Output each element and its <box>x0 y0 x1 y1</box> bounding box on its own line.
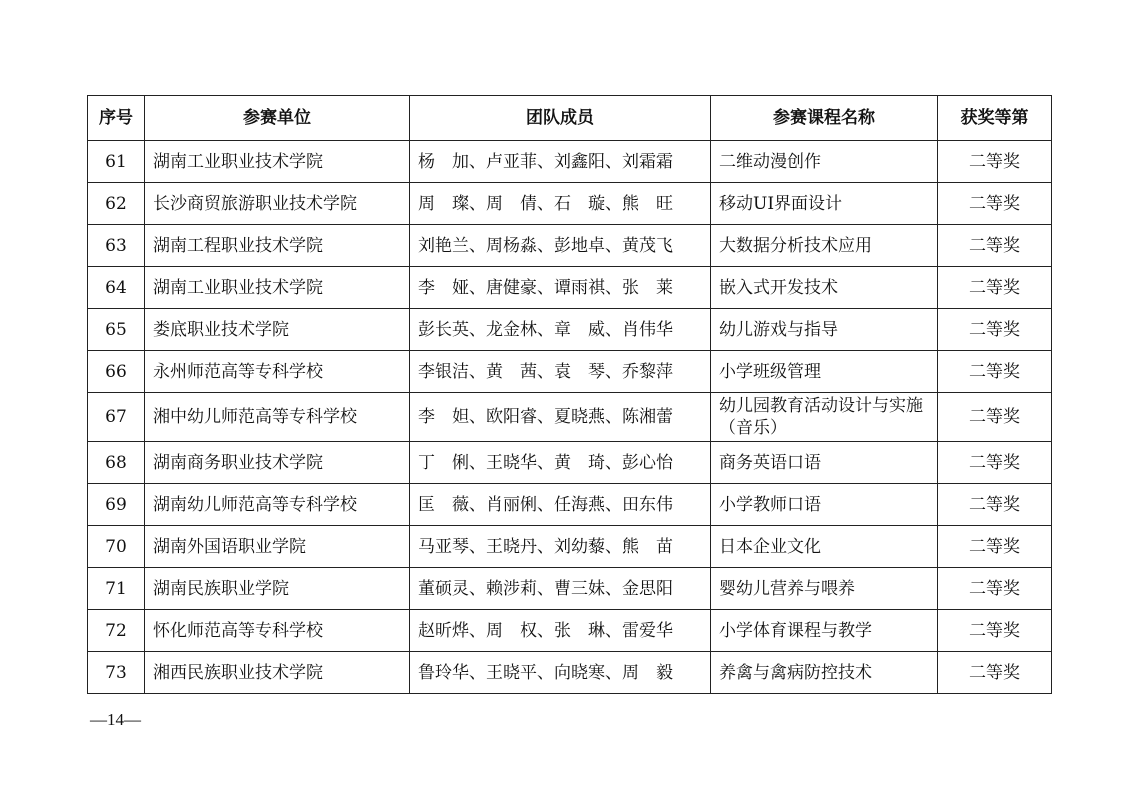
table-row <box>88 309 1052 351</box>
table-row <box>88 568 1052 610</box>
table-row <box>88 183 1052 225</box>
cell-award: 二等奖 <box>938 267 1052 309</box>
cell-course: 小学班级管理 <box>711 351 938 393</box>
cell-unit: 湖南外国语职业学院 <box>145 526 410 568</box>
cell-unit: 湖南民族职业学院 <box>145 568 410 610</box>
header-team: 团队成员 <box>410 96 711 141</box>
header-unit: 参赛单位 <box>145 96 410 141</box>
cell-team: 赵昕烨、周 权、张 琳、雷爱华 <box>410 610 711 652</box>
cell-course: 嵌入式开发技术 <box>711 267 938 309</box>
table-header-row <box>88 96 1052 141</box>
cell-no: 61 <box>88 141 145 183</box>
cell-no: 62 <box>88 183 145 225</box>
cell-unit: 长沙商贸旅游职业技术学院 <box>145 183 410 225</box>
cell-no: 66 <box>88 351 145 393</box>
cell-course: 婴幼儿营养与喂养 <box>711 568 938 610</box>
table-row <box>88 393 1052 442</box>
cell-award: 二等奖 <box>938 183 1052 225</box>
page-number: —14— <box>90 710 141 729</box>
table-row <box>88 351 1052 393</box>
cell-no: 67 <box>88 393 145 442</box>
cell-course: 日本企业文化 <box>711 526 938 568</box>
cell-team: 匡 薇、肖丽俐、任海燕、田东伟 <box>410 484 711 526</box>
header-no: 序号 <box>88 96 145 141</box>
table-row <box>88 652 1052 694</box>
cell-no: 71 <box>88 568 145 610</box>
cell-unit: 怀化师范高等专科学校 <box>145 610 410 652</box>
table-body <box>88 141 1052 694</box>
cell-unit: 湖南幼儿师范高等专科学校 <box>145 484 410 526</box>
cell-award: 二等奖 <box>938 351 1052 393</box>
cell-course: 养禽与禽病防控技术 <box>711 652 938 694</box>
cell-team: 李银洁、黄 茜、袁 琴、乔黎萍 <box>410 351 711 393</box>
cell-course: 商务英语口语 <box>711 442 938 484</box>
award-table <box>87 95 1052 694</box>
cell-no: 73 <box>88 652 145 694</box>
cell-course: 小学体育课程与教学 <box>711 610 938 652</box>
cell-award: 二等奖 <box>938 141 1052 183</box>
cell-unit: 湘中幼儿师范高等专科学校 <box>145 393 410 442</box>
cell-unit: 湖南工程职业技术学院 <box>145 225 410 267</box>
cell-no: 64 <box>88 267 145 309</box>
table-row <box>88 484 1052 526</box>
table-row <box>88 141 1052 183</box>
cell-award: 二等奖 <box>938 652 1052 694</box>
table-row <box>88 267 1052 309</box>
cell-unit: 湖南工业职业技术学院 <box>145 141 410 183</box>
cell-no: 63 <box>88 225 145 267</box>
table-row <box>88 225 1052 267</box>
cell-no: 70 <box>88 526 145 568</box>
cell-unit: 湖南工业职业技术学院 <box>145 267 410 309</box>
cell-team: 董硕灵、赖涉莉、曹三妹、金思阳 <box>410 568 711 610</box>
cell-award: 二等奖 <box>938 442 1052 484</box>
table-row <box>88 526 1052 568</box>
cell-unit: 娄底职业技术学院 <box>145 309 410 351</box>
header-course: 参赛课程名称 <box>711 96 938 141</box>
cell-team: 彭长英、龙金林、章 威、肖伟华 <box>410 309 711 351</box>
table-row <box>88 442 1052 484</box>
cell-team: 马亚琴、王晓丹、刘幼藜、熊 苗 <box>410 526 711 568</box>
cell-team: 李 妲、欧阳睿、夏晓燕、陈湘蕾 <box>410 393 711 442</box>
cell-course: 幼儿游戏与指导 <box>711 309 938 351</box>
cell-course: 小学教师口语 <box>711 484 938 526</box>
cell-award: 二等奖 <box>938 484 1052 526</box>
cell-course: 移动UI界面设计 <box>711 183 938 225</box>
cell-no: 69 <box>88 484 145 526</box>
cell-award: 二等奖 <box>938 610 1052 652</box>
cell-no: 72 <box>88 610 145 652</box>
cell-course: 大数据分析技术应用 <box>711 225 938 267</box>
cell-award: 二等奖 <box>938 225 1052 267</box>
cell-course: 二维动漫创作 <box>711 141 938 183</box>
cell-team: 鲁玲华、王晓平、向晓寒、周 毅 <box>410 652 711 694</box>
cell-course: 幼儿园教育活动设计与实施（音乐） <box>711 393 938 442</box>
cell-team: 周 璨、周 倩、石 璇、熊 旺 <box>410 183 711 225</box>
cell-unit: 湘西民族职业技术学院 <box>145 652 410 694</box>
cell-award: 二等奖 <box>938 393 1052 442</box>
cell-team: 刘艳兰、周杨淼、彭地卓、黄茂飞 <box>410 225 711 267</box>
cell-team: 丁 俐、王晓华、黄 琦、彭心怡 <box>410 442 711 484</box>
cell-team: 杨 加、卢亚菲、刘鑫阳、刘霜霜 <box>410 141 711 183</box>
header-award: 获奖等第 <box>938 96 1052 141</box>
cell-award: 二等奖 <box>938 568 1052 610</box>
cell-no: 68 <box>88 442 145 484</box>
cell-unit: 永州师范高等专科学校 <box>145 351 410 393</box>
cell-unit: 湖南商务职业技术学院 <box>145 442 410 484</box>
cell-award: 二等奖 <box>938 526 1052 568</box>
cell-no: 65 <box>88 309 145 351</box>
table-row <box>88 610 1052 652</box>
cell-team: 李 娅、唐健豪、谭雨祺、张 莱 <box>410 267 711 309</box>
cell-award: 二等奖 <box>938 309 1052 351</box>
